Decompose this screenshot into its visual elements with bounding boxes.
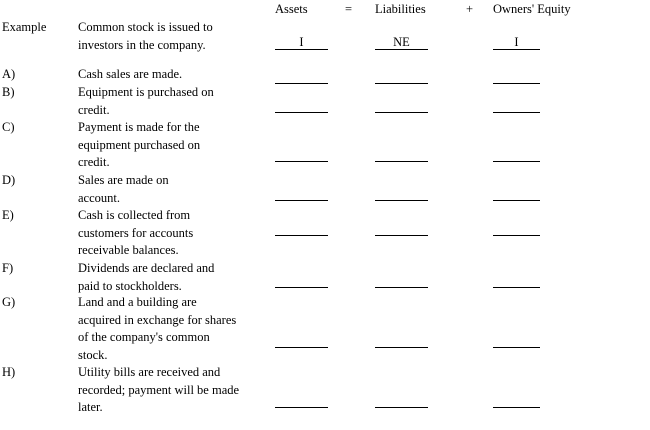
header-equals-sign: = xyxy=(345,2,353,16)
description-line: Dividends are declared and xyxy=(78,261,215,275)
description-line: equipment purchased on xyxy=(78,137,201,152)
item-c-liabilities-blank[interactable] xyxy=(375,147,428,162)
item-b-assets-blank[interactable] xyxy=(275,98,328,113)
description-line: paid to stockholders. xyxy=(78,278,182,293)
item-e-liabilities-blank[interactable] xyxy=(375,221,428,236)
header-owners-equity: Owners' Equity xyxy=(493,2,571,16)
item-label-e: E) xyxy=(2,208,14,222)
item-g-owners-equity-blank[interactable] xyxy=(493,333,540,348)
item-f-owners-equity-blank[interactable] xyxy=(493,273,540,288)
description-line: credit. xyxy=(78,102,110,117)
example-owners-equity-answer: I xyxy=(493,35,540,50)
item-e-owners-equity-blank[interactable] xyxy=(493,221,540,236)
description-line: Land and a building are xyxy=(78,295,197,309)
item-description-h xyxy=(78,364,239,417)
description-line: Equipment is purchased on xyxy=(78,85,214,99)
item-description-d xyxy=(78,172,169,207)
header-liabilities: Liabilities xyxy=(375,2,426,16)
example-assets-answer: I xyxy=(275,35,328,50)
description-line: credit. xyxy=(78,155,110,169)
item-c-owners-equity-blank[interactable] xyxy=(493,147,540,162)
item-description-e xyxy=(78,207,193,260)
item-description-b xyxy=(78,84,214,119)
item-g-assets-blank[interactable] xyxy=(275,333,328,348)
item-label-c: C) xyxy=(2,120,15,134)
item-f-assets-blank[interactable] xyxy=(275,273,328,288)
description-line: later. xyxy=(78,400,103,414)
item-g-liabilities-blank[interactable] xyxy=(375,333,428,348)
item-description-g xyxy=(78,294,236,364)
item-d-liabilities-blank[interactable] xyxy=(375,186,428,201)
item-h-liabilities-blank[interactable] xyxy=(375,393,428,408)
description-line: recorded; payment will be made xyxy=(78,382,240,397)
description-line: account. xyxy=(78,190,120,205)
item-a-liabilities-blank[interactable] xyxy=(375,69,428,84)
description-line: Sales are made on xyxy=(78,173,169,187)
item-description-c xyxy=(78,119,200,172)
item-label-h: H) xyxy=(2,365,16,379)
item-b-liabilities-blank[interactable] xyxy=(375,98,428,113)
description-line: acquired in exchange for shares xyxy=(78,312,237,327)
item-label-d: D) xyxy=(2,173,16,187)
item-h-owners-equity-blank[interactable] xyxy=(493,393,540,408)
item-description-f xyxy=(78,260,214,295)
description-line: customers for accounts xyxy=(78,225,194,240)
description-line: receivable balances. xyxy=(78,243,179,257)
example-description-line: Common stock is issued to xyxy=(78,20,213,34)
header-plus-sign: + xyxy=(466,2,474,16)
item-label-f: F) xyxy=(2,261,14,275)
item-label-a: A) xyxy=(2,67,16,81)
description-line: Cash is collected from xyxy=(78,208,191,222)
item-c-assets-blank[interactable] xyxy=(275,147,328,162)
header-assets: Assets xyxy=(275,2,308,16)
item-e-assets-blank[interactable] xyxy=(275,221,328,236)
item-h-assets-blank[interactable] xyxy=(275,393,328,408)
item-f-liabilities-blank[interactable] xyxy=(375,273,428,288)
item-d-owners-equity-blank[interactable] xyxy=(493,186,540,201)
description-line: Utility bills are received and xyxy=(78,365,221,379)
description-line: stock. xyxy=(78,347,108,362)
item-a-owners-equity-blank[interactable] xyxy=(493,69,540,84)
example-label: Example xyxy=(2,20,47,34)
item-a-assets-blank[interactable] xyxy=(275,69,328,84)
item-description-a xyxy=(78,66,182,84)
example-description xyxy=(78,19,213,54)
item-label-b: B) xyxy=(2,85,15,99)
item-b-owners-equity-blank[interactable] xyxy=(493,98,540,113)
description-line: Cash sales are made. xyxy=(78,67,183,81)
example-liabilities-answer: NE xyxy=(375,35,428,50)
example-description-line: investors in the company. xyxy=(78,37,206,52)
item-label-g: G) xyxy=(2,295,16,309)
description-line: of the company's common xyxy=(78,330,210,344)
description-line: Payment is made for the xyxy=(78,120,200,134)
item-d-assets-blank[interactable] xyxy=(275,186,328,201)
